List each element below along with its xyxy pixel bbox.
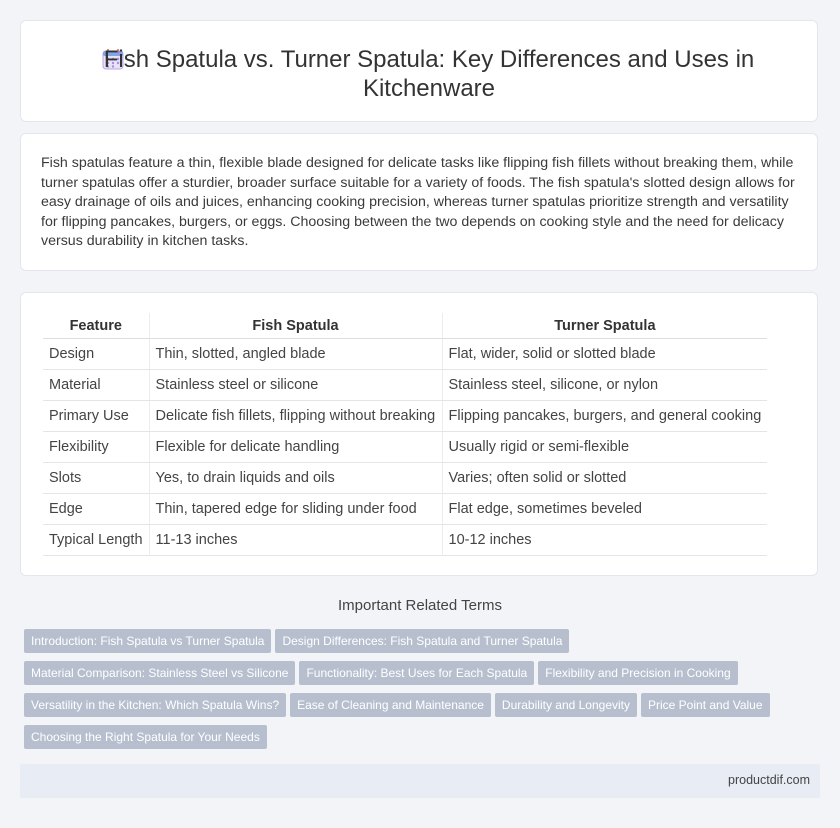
table-cell: Yes, to drain liquids and oils <box>149 463 442 494</box>
table-header-turner-spatula: Turner Spatula <box>442 313 767 339</box>
table-cell: Varies; often solid or slotted <box>442 463 767 494</box>
related-term-tag[interactable]: Ease of Cleaning and Maintenance <box>290 693 491 717</box>
table-cell: Flexible for delicate handling <box>149 432 442 463</box>
table-header-feature: Feature <box>43 313 149 339</box>
table-cell: Flat edge, sometimes beveled <box>442 494 767 525</box>
related-term-tag[interactable]: Design Differences: Fish Spatula and Turner Spatula <box>275 629 569 653</box>
table-row <box>43 494 767 525</box>
table-cell: Usually rigid or semi-flexible <box>442 432 767 463</box>
header-card <box>20 20 818 122</box>
related-term-tag[interactable]: Versatility in the Kitchen: Which Spatula Wins? <box>24 693 286 717</box>
table-cell: Slots <box>43 463 149 494</box>
table-row <box>43 339 767 370</box>
intro-card <box>20 133 818 271</box>
related-term-tag[interactable]: Material Comparison: Stainless Steel vs Silicone <box>24 661 295 685</box>
related-term-tag[interactable]: Choosing the Right Spatula for Your Needs <box>24 725 267 749</box>
table-row <box>43 401 767 432</box>
table-cell: Material <box>43 370 149 401</box>
related-terms-title: Important Related Terms <box>338 597 502 614</box>
table-cell: Thin, tapered edge for sliding under food <box>149 494 442 525</box>
table-cell: 10-12 inches <box>442 525 767 556</box>
table-cell: Flexibility <box>43 432 149 463</box>
table-cell: Edge <box>43 494 149 525</box>
table-cell: 11-13 inches <box>149 525 442 556</box>
table-cell: Flat, wider, solid or slotted blade <box>442 339 767 370</box>
related-term-tag[interactable]: Durability and Longevity <box>495 693 637 717</box>
intro-paragraph: Fish spatulas feature a thin, flexible blade designed for delicate tasks like flipping fish fillets without breaking them, while turner spatulas offer a sturdier, broader surface suitable for a variety of foods. The fish spatula's slotted design allows for easy drainage of oils and juices, enhancing cooking precision, whereas turner spatulas prioritize strength and versatility for flipping pancakes, burgers, or eggs. Choosing between the two depends on cooking style and the need for delicacy versus durability in kitchen tasks. <box>41 155 795 249</box>
footer <box>20 764 820 798</box>
table-header-row <box>43 313 767 339</box>
page-title: Fish Spatula vs. Turner Spatula: Key Differences and Uses in Kitchenware <box>103 46 755 102</box>
related-term-tag[interactable]: Flexibility and Precision in Cooking <box>538 661 737 685</box>
comparison-card <box>20 292 818 576</box>
table-row <box>43 432 767 463</box>
related-term-tag[interactable]: Functionality: Best Uses for Each Spatula <box>299 661 534 685</box>
table-cell: Delicate fish fillets, flipping without breaking <box>149 401 442 432</box>
table-cell: Primary Use <box>43 401 149 432</box>
comparison-table <box>43 313 767 556</box>
footer-site-link[interactable]: productdif.com <box>728 773 810 787</box>
table-cell: Flipping pancakes, burgers, and general cooking <box>442 401 767 432</box>
table-row <box>43 463 767 494</box>
table-header-fish-spatula: Fish Spatula <box>149 313 442 339</box>
table-cell: Stainless steel or silicone <box>149 370 442 401</box>
related-term-tag[interactable]: Introduction: Fish Spatula vs Turner Spatula <box>24 629 271 653</box>
related-terms-list <box>24 629 804 757</box>
table-cell: Design <box>43 339 149 370</box>
related-term-tag[interactable]: Price Point and Value <box>641 693 770 717</box>
table-cell: Thin, slotted, angled blade <box>149 339 442 370</box>
table-cell: Stainless steel, silicone, or nylon <box>442 370 767 401</box>
table-cell: Typical Length <box>43 525 149 556</box>
table-row <box>43 525 767 556</box>
table-row <box>43 370 767 401</box>
